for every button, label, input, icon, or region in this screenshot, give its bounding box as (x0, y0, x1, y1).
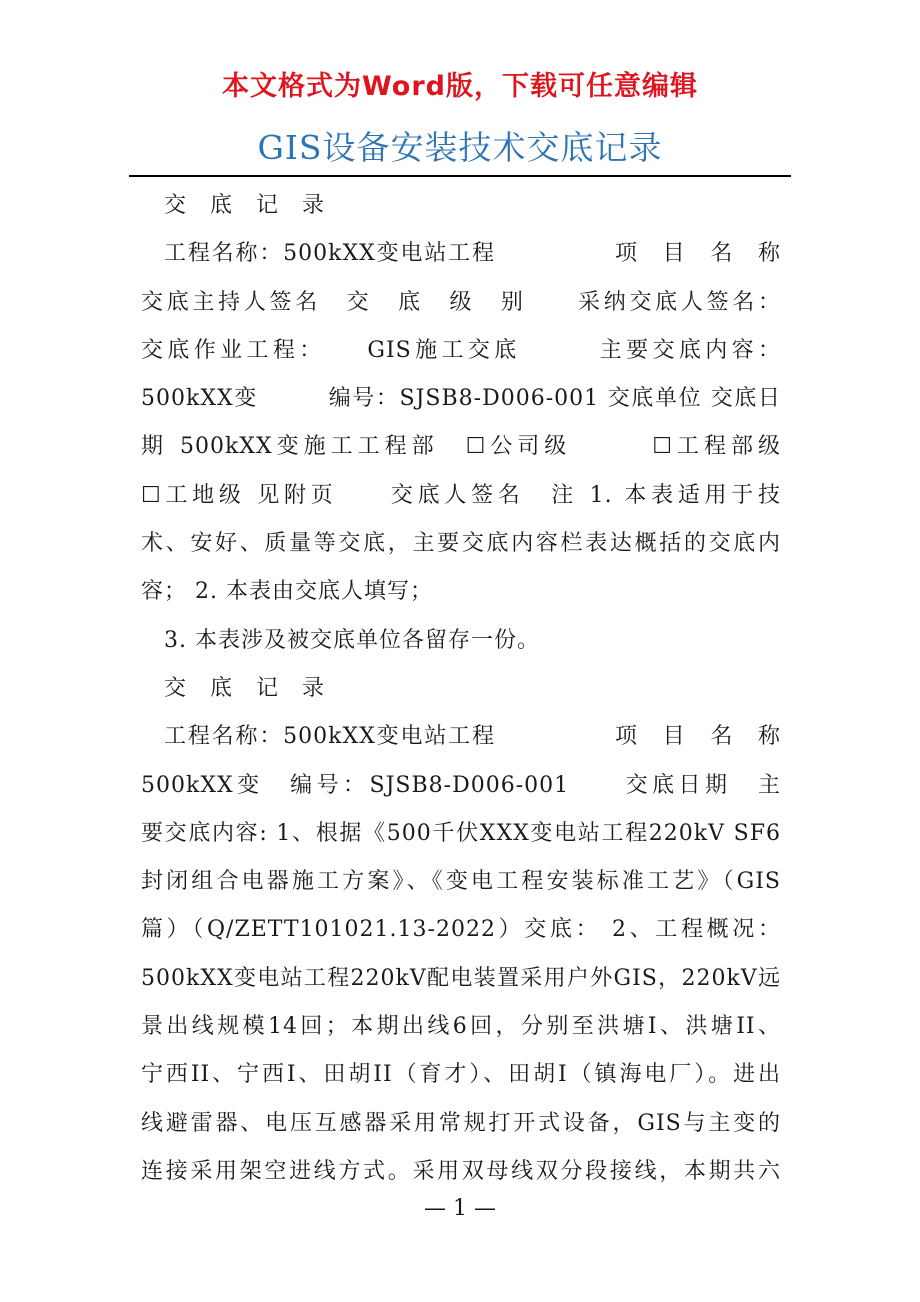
text-line: 工程名称：500kXX变电站工程 项 目 名 称 (164, 724, 781, 750)
section-heading: 交 底 记 录 (164, 675, 326, 701)
text-line: 容； 2. 本表由交底人填写； (141, 579, 433, 605)
text-line: 交底主持人签名 交 底 级 别 采纳交底人签名： (141, 289, 781, 315)
text-line: 封闭组合电器施工方案》、《变电工程安装标准工艺》（GIS (141, 869, 781, 895)
format-notice-banner: 本文格式为Word版，下载可任意编辑 (221, 71, 698, 102)
text-line: 景出线规模14回；本期出线6回，分别至洪塘I、洪塘II、 (141, 1014, 781, 1040)
text-line: 篇）（Q/ZETT101021.13-2022）交底： 2、工程概况： (141, 917, 781, 943)
text-line: 500kXX变电站工程220kV配电装置采用户外GIS，220kV远 (141, 965, 781, 991)
text-line: 工程名称：500kXX变电站工程 项 目 名 称 (164, 241, 781, 267)
title-divider (129, 175, 791, 177)
text-line: 术、安好、质量等交底，主要交底内容栏表达概括的交底内 (141, 531, 781, 557)
text-line: 要交底内容: 1、根据《500千伏XXX变电站工程220kV SF6 (141, 820, 781, 846)
text-line: 500kXX变 编号：SJSB8-D006-001 交底日期 主 (141, 772, 781, 798)
text-line: 500kXX变 编号：SJSB8-D006-001 交底单位 交底日 (141, 386, 781, 412)
section-heading: 交 底 记 录 (164, 193, 326, 218)
document-title: GIS设备安装技术交底记录 (257, 128, 663, 167)
text-line: 线避雷器、电压互感器采用常规打开式设备，GIS与主变的 (141, 1110, 781, 1136)
text-line: 交底作业工程： GIS施工交底 主要交底内容： (141, 337, 781, 363)
text-line: 期 500kXX变施工工程部 ☐公司级 ☐工程部级 (141, 434, 781, 460)
document-body (141, 182, 781, 1196)
page-number: — 1 — (424, 1196, 496, 1221)
text-line: 3. 本表涉及被交底单位各留存一份。 (164, 627, 540, 653)
text-line: 连接采用架空进线方式。采用双母线双分段接线，本期共六 (141, 1158, 781, 1184)
text-line: 宁西II、宁西I、田胡II（育才）、田胡I（镇海电厂）。进出 (141, 1062, 781, 1088)
text-line: ☐工地级 见附页 交底人签名 注 1. 本表适用于技 (141, 482, 781, 508)
